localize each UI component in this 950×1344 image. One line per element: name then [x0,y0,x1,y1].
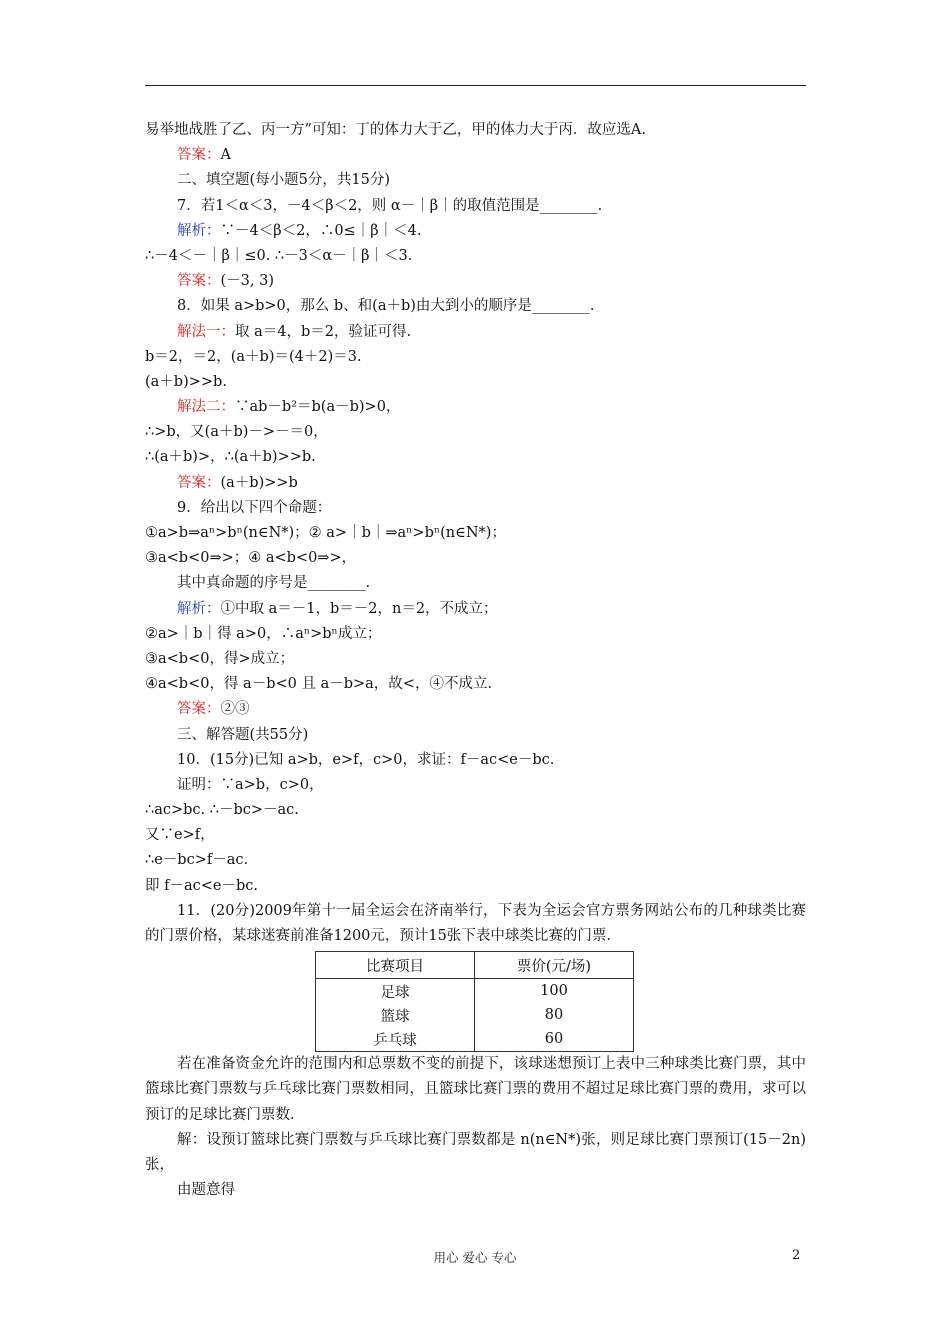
page-number: 2 [792,1248,801,1263]
line-label: 答案： [177,273,221,290]
line-label: 解析： [177,600,221,617]
text-line [145,294,806,319]
text-line [145,773,806,798]
table-cell: 60 [475,1027,634,1052]
text-line [145,269,806,294]
line-text: 二、填空题(每小题5分，共15分) [177,172,390,189]
line-text: 10．(15分)已知 a>b，e>f，c>0，求证：f－ac<e－bc. [177,751,555,768]
line-text: (a＋b)>>b. [145,373,227,390]
line-text: ∵－4＜β＜2，∴0≤｜β｜＜4. [220,222,422,239]
table-row [316,1027,634,1052]
line-text: 7．若1＜α＜3，－4＜β＜2，则 α－｜β｜的取值范围是________. [177,197,603,214]
text-line [145,395,806,420]
line-text: 又∵e>f， [145,827,215,844]
text-line [145,420,806,445]
text-line [145,194,806,219]
table-header-row [316,952,634,979]
line-text: ∴ac>bc. ∴－bc>－ac. [145,802,299,819]
table-cell: 100 [475,979,634,1004]
text-line [145,672,806,697]
line-text: 证明：∵a>b，c>0， [177,776,324,793]
line-text: 易举地战胜了乙、丙一方”可知：丁的体力大于乙，甲的体力大于丙．故应选A. [145,122,646,138]
document-body [145,118,806,1203]
line-text: 其中真命题的序号是________. [177,575,371,592]
text-line [145,521,806,546]
problem-11-solution: 解：设预订篮球比赛门票数与乒乓球比赛门票数都是 n(n∈N*)张，则足球比赛门票预订(15－2n)张， [145,1131,806,1174]
header-rule [145,85,806,86]
text-line [145,723,806,748]
text-line [145,697,806,722]
line-label: 解析： [177,222,221,239]
line-label: 解法二： [177,399,235,416]
table-row [316,979,634,1004]
text-line [145,597,806,622]
line-text: ③a<b<0，得>成立； [145,650,295,667]
text-line [145,622,806,647]
line-text: ③a<b<0⇒>；④ a<b<0⇒>， [145,550,357,567]
table-header: 比赛项目 [316,952,475,979]
line-text: (a＋b)>>b [220,474,298,491]
text-line [145,823,806,848]
table-cell: 80 [475,1003,634,1027]
text-line [145,546,806,571]
line-text: 9．给出以下四个命题： [177,499,332,516]
line-label: 答案： [177,701,221,718]
text-line [145,244,806,269]
problem-11-setup: 由题意得 [177,1182,235,1199]
problem-11: 11．(20分)2009年第十一届全运会在济南举行，下表为全运会官方票务网站公布的几种球类比赛的门票价格，某球迷赛前准备1200元，预计15张下表中球类比赛的门票. [145,902,806,945]
line-text: 即 f－ac<e－bc. [145,877,258,894]
line-text: b＝2，＝2，(a＋b)＝(4＋2)＝3. [145,348,362,365]
line-text: 取 a＝4，b＝2，验证可得. [235,323,412,340]
line-text: A [220,147,231,164]
table-cell: 篮球 [316,1003,475,1027]
page-footer: 用心 爱心 专心 [433,1250,517,1265]
text-line [145,143,806,168]
text-line [145,445,806,470]
line-text: ∴－4＜－｜β｜≤0. ∴－3＜α－｜β｜＜3. [145,247,413,264]
line-label: 答案： [177,474,221,491]
text-line [145,647,806,672]
solution-lines [145,118,806,899]
table-cell: 乒乓球 [316,1027,475,1052]
text-line [145,798,806,823]
text-line [145,320,806,345]
line-text: ①a>b⇒aⁿ>bⁿ(n∈N*)；② a>｜b｜⇒aⁿ>bⁿ(n∈N*)； [145,525,506,541]
text-line [145,370,806,395]
text-line [145,118,806,143]
line-text: ∴(a＋b)>，∴(a＋b)>>b. [145,449,316,466]
text-line [145,748,806,773]
ticket-price-table [315,951,634,1052]
text-line [145,471,806,496]
text-line [145,571,806,596]
table-row [316,1003,634,1027]
line-text: 8．如果 a>b>0，那么 b、和(a＋b)由大到小的顺序是________. [177,298,595,315]
line-text: ②③ [220,701,250,718]
line-text: ②a>｜b｜得 a>0，∴aⁿ>bⁿ成立； [145,625,382,642]
line-text: ④a<b<0，得 a－b<0 且 a－b>a，故<，④不成立. [145,676,493,693]
line-label: 解法一： [177,323,235,340]
text-line [145,345,806,370]
table-header: 票价(元/场) [475,952,634,979]
line-text: ∴e－bc>f－ac. [145,852,249,869]
text-line [145,496,806,521]
line-label: 答案： [177,147,221,164]
line-text: ①中取 a＝－1，b＝－2，n＝2，不成立； [220,600,498,617]
text-line [145,874,806,899]
line-text: ∴>b，又(a＋b)－>－＝0， [145,424,328,441]
problem-11-condition: 若在准备资金允许的范围内和总票数不变的前提下，该球迷想预订上表中三种球类比赛门票，其中篮球比赛门票数与乒乓球比赛门票数相同，且篮球比赛门票的费用不超过足球比赛门票的费用，求可以预订的足球比赛门票数. [145,1056,806,1123]
line-text: 三、解答题(共55分) [177,726,309,743]
line-text: (－3, 3) [220,273,274,290]
text-line [145,219,806,244]
table-cell: 足球 [316,979,475,1004]
line-text: ∵ab－b²＝b(a－b)>0， [235,399,401,416]
text-line [145,168,806,193]
text-line [145,848,806,873]
